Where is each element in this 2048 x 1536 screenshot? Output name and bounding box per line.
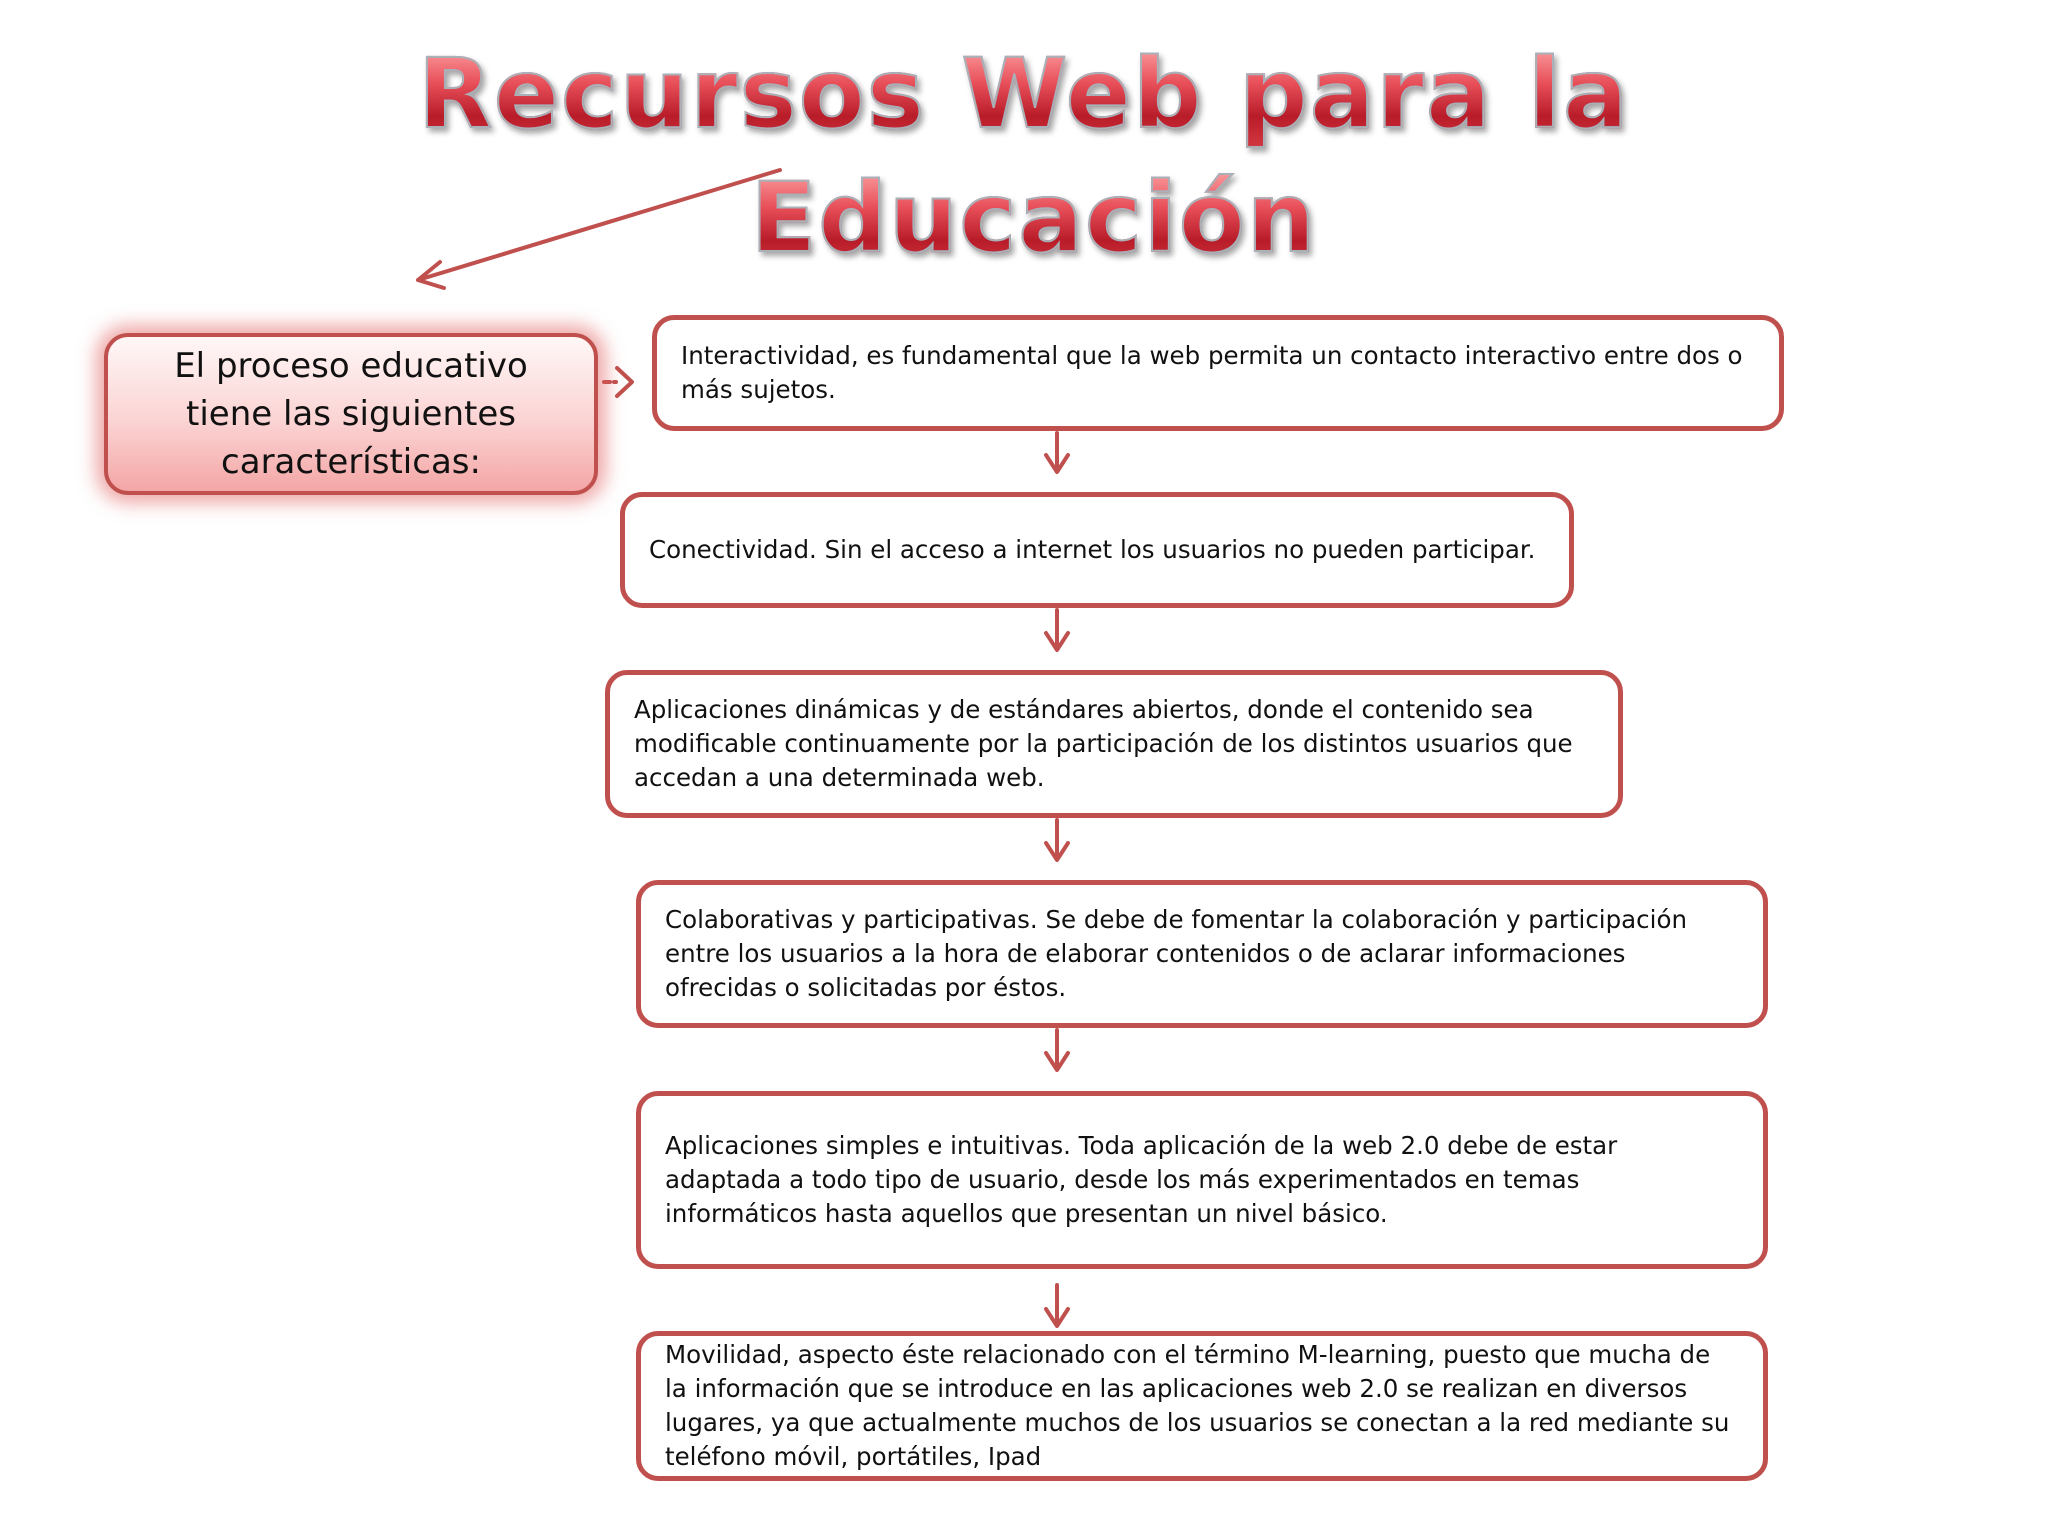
characteristic-text: Aplicaciones simples e intuitivas. Toda aplicación de la web 2.0 debe de estar adaptada a todo tipo de usuario, desde los más experimentados en temas informáticos hasta aquellos que presentan un nivel básico. [665, 1131, 1618, 1228]
characteristic-text: Movilidad, aspecto éste relacionado con el término M-learning, puesto que mucha de la información que se introduce en las aplicaciones web 2.0 se realizan en diversos lugares, ya que actualmente muchos de los usuarios se conectan a la red mediante su teléfono móvil, portátiles, Ipad [665, 1340, 1730, 1471]
characteristic-box-aplicaciones-dinamicas [605, 670, 1623, 818]
characteristic-text: Interactividad, es fundamental que la web permita un contacto interactivo entre dos o más sujetos. [681, 341, 1743, 404]
characteristic-box-simples-intuitivas [636, 1091, 1768, 1269]
characteristic-box-conectividad [620, 492, 1574, 608]
title-to-root-arrow [418, 170, 780, 280]
root-label: El proceso educativo tiene las siguientes características: [174, 346, 528, 482]
characteristic-box-interactividad [652, 315, 1784, 431]
title-line-1: Recursos Web para la [0, 38, 2048, 150]
root-node [104, 333, 598, 495]
title-line-2: Educación [10, 162, 2048, 274]
characteristic-text: Conectividad. Sin el acceso a internet los usuarios no pueden participar. [649, 535, 1536, 564]
characteristic-box-colaborativas [636, 880, 1768, 1028]
characteristic-text: Colaborativas y participativas. Se debe de fomentar la colaboración y participación entre los usuarios a la hora de elaborar contenidos o de aclarar informaciones ofrecidas o solicitadas por éstos. [665, 905, 1687, 1002]
root-to-box1-arrowhead [617, 368, 632, 396]
characteristic-box-movilidad [636, 1331, 1768, 1481]
characteristic-text: Aplicaciones dinámicas y de estándares abiertos, donde el contenido sea modificable continuamente por la participación de los distintos usuarios que accedan a una determinada web. [634, 695, 1573, 792]
